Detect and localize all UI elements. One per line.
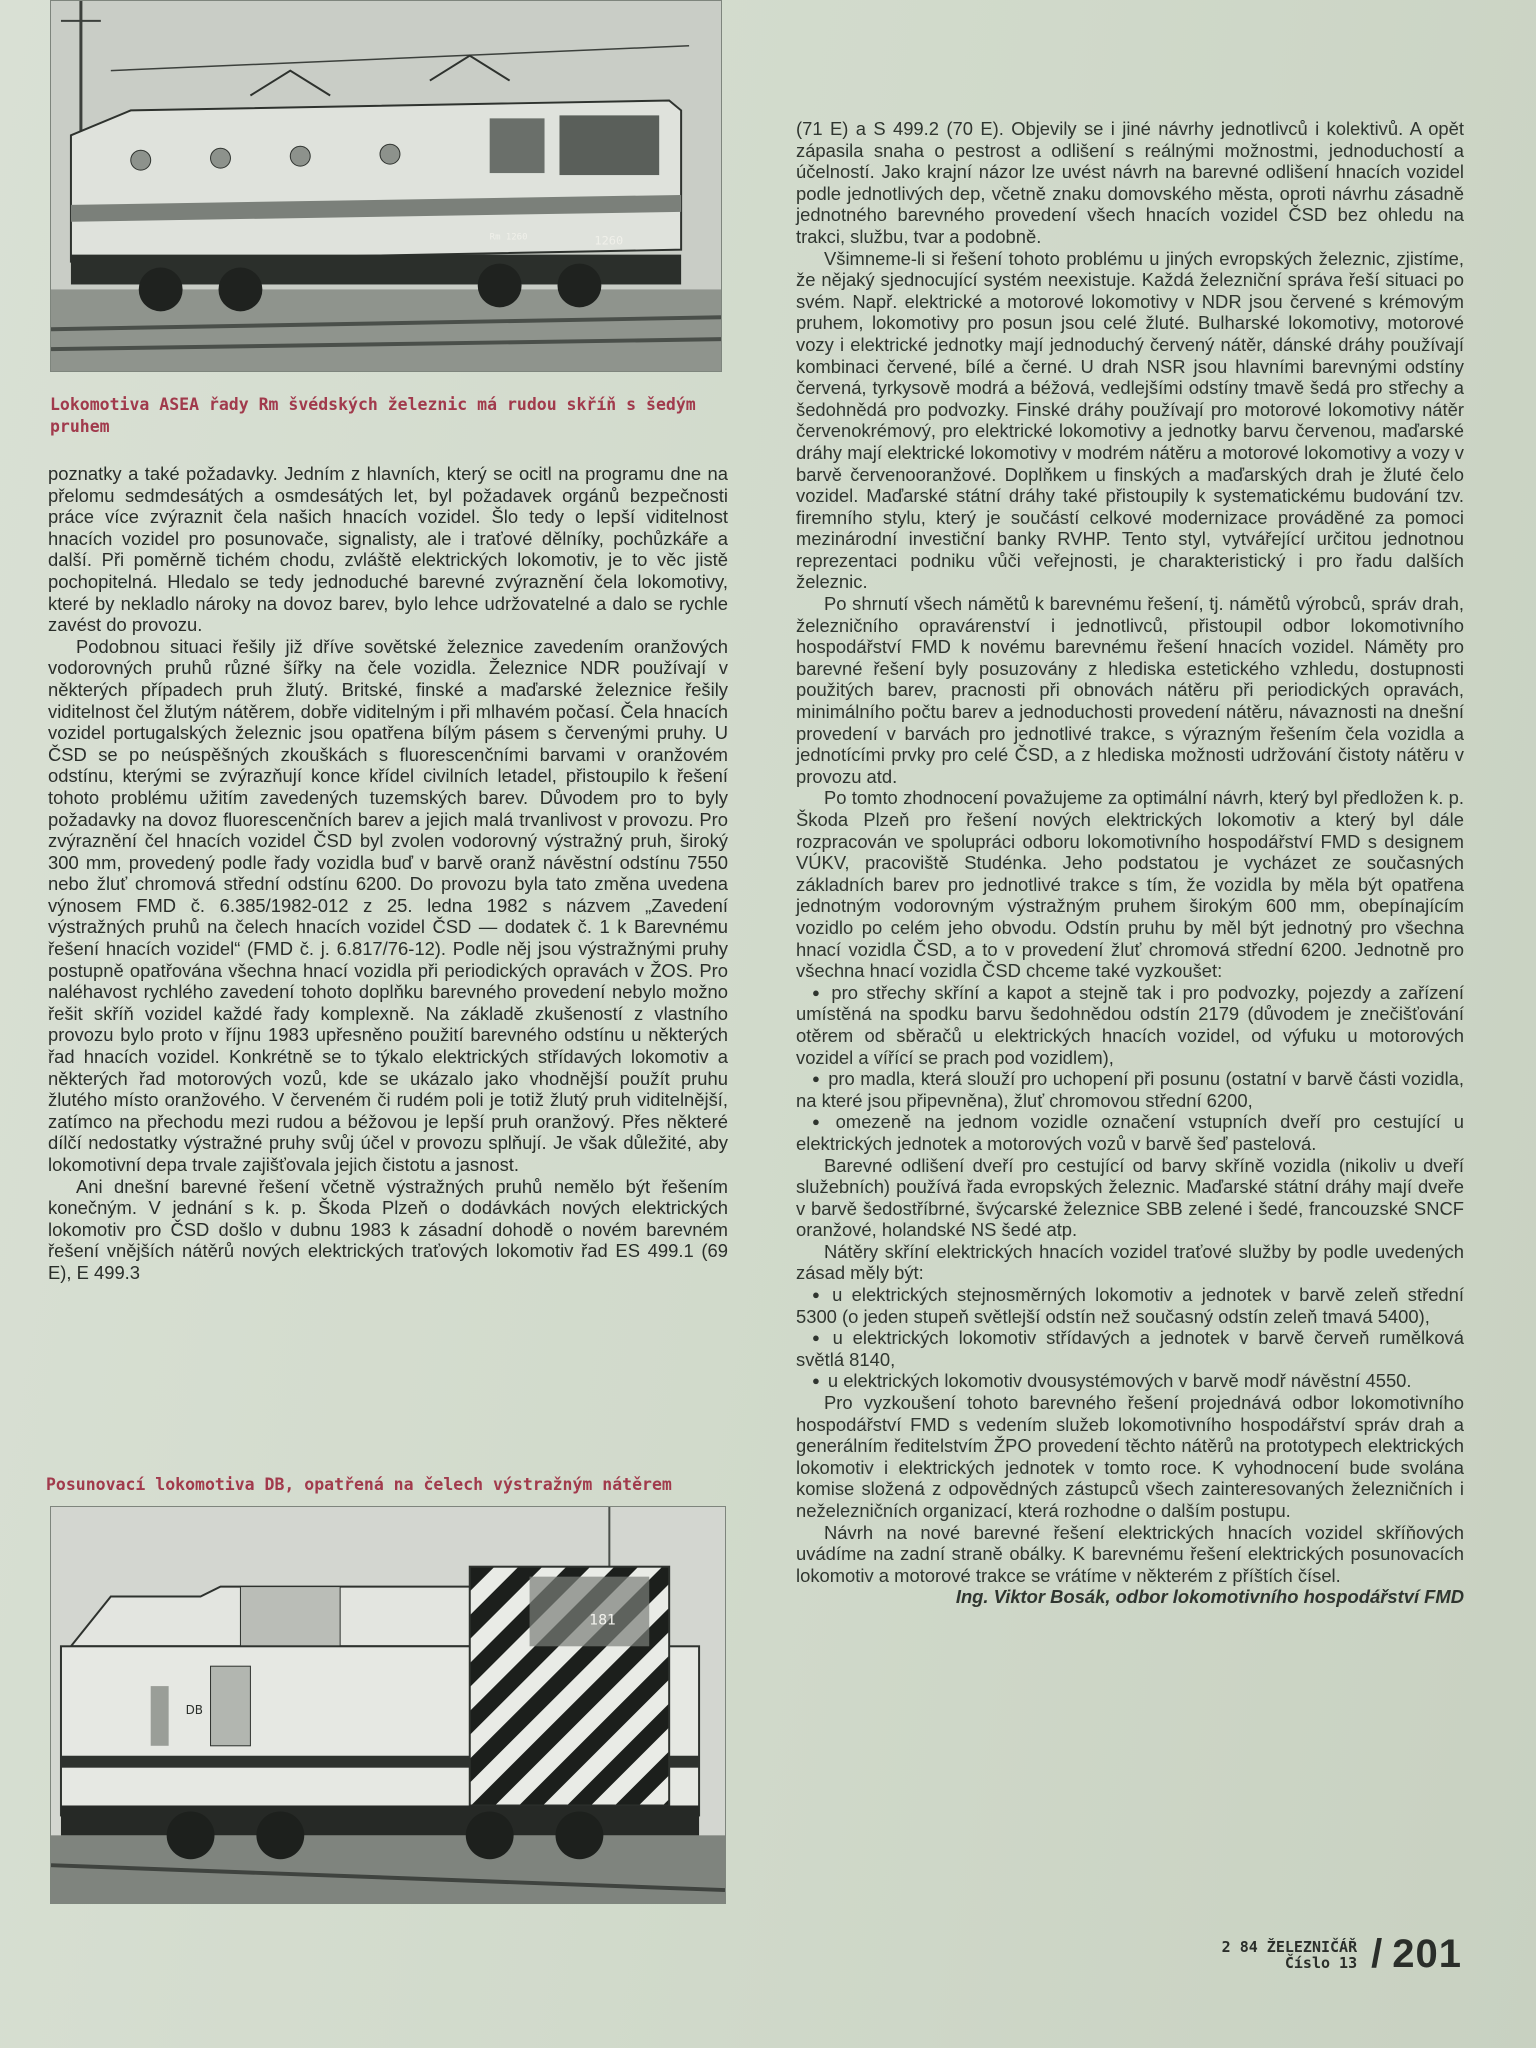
asea-loco-side-label: Rm 1260 <box>489 232 528 243</box>
article-paragraph: Všimneme-li si řešení tohoto problému u jiných evropských železnic, zjistíme, že nějaký sjednocující systém neexistuje. Každá železniční správa řeší situaci po svém. Např. elektrické a motorové lokomotivy v NDR jsou červené s krémovým pruhem, lokomotivy pro posun jsou celé žluté. Bulharské lokomotivy, motorové vozy i elektrické jednotky mají jednoduchý červený nátěr, dánské dráhy používají kombinaci červené, bílé a černé. U drah NSR jsou hlavními barevnými odstíny červená, tyrkysově modrá a béžová, vedlejšími odstíny tmavě šedá pro střechy a šedohnědá pro podvozky. Finské dráhy používají pro motorové lokomotivy nátěr červenokrémový, pro elektrické lokomotivy a jednotky barvu červenou, maďarské dráhy mají elektrické lokomotivy v modrém nátěru a motorové lokomotivy a vozy v barvě červenooranžové. Doplňkem u finských a maďarských drah je žluté čelo vozidel. Maďarské státní dráhy také přistoupily k systematickému budování tzv. firemního stylu, který je součástí celkové modernizace prováděné za pomoci mezinárodní investiční banky RVHP. Tento styl, vytvářející určitou jednotnou reprezentaci podniku vůči veřejnosti, je charakteristický i pro řadu dalších železnic. <box>796 247 1464 593</box>
article-right-column <box>796 118 1464 1608</box>
caption-asea-locomotive: Lokomotiva ASEA řady Rm švédských železnic má rudou skříň s šedým pruhem <box>50 395 696 436</box>
article-paragraph: Barevné odlišení dveří pro cestující od barvy skříně vozidla (nikoliv u dveří služebních) používá řada evropských železnic. Maďarské státní dráhy mají dveře v barvě šedostříbrné, švýcarské železnice SBB zelené i šedé, francouzské SNCF oranžové, holandské NS šedé atp. <box>796 1154 1464 1241</box>
bullet-item: ● omezeně na jednom vozidle označení vstupních dveří pro cestující u elektrických jednotek a motorových vozů v barvě šeď pastelová. <box>796 1111 1464 1154</box>
page-footer <box>1222 1932 1462 1977</box>
db-locomotive-illustration <box>51 1507 725 1903</box>
article-left-column <box>48 463 728 1284</box>
article-paragraph: Ani dnešní barevné řešení včetně výstražných pruhů nemělo být řešením konečným. V jednání s k. p. Škoda Plzeň o dodávkách nových elektrických lokomotiv pro ČSD došlo v dubnu 1983 k zásadní dohodě o novém barevném řešení vnějších nátěrů nových elektrických traťových lokomotiv řad ES 499.1 (69 E), E 499.3 <box>48 1175 728 1283</box>
bullet-item: ● u elektrických lokomotiv střídavých a jednotek v barvě červeň rumělková světlá 8140, <box>796 1327 1464 1370</box>
bullet-item: ● pro střechy skříní a kapot a stejně tak i pro podvozky, pojezdy a zařízení umístěná na spodku barvu šedohnědou odstín 2179 (důvodem je znečišťování otěrem od sběračů u elektrických hnacích vozidel, od výfuku u motorových vozidel a vířící se prach pod vozidlem), <box>796 982 1464 1068</box>
bullet-item: ● u elektrických stejnosměrných lokomotiv a jednotek v barvě zeleň střední 5300 (o jeden stupeň světlejší odstín než současný odstín zeleň tmavá 5400), <box>796 1284 1464 1327</box>
issue-magazine-line: 2 84 ŽELEZNIČÁŘ <box>1221 1937 1358 1956</box>
asea-loco-number: 1260 <box>594 233 624 248</box>
db-loco-side-label: DB <box>185 1702 204 1717</box>
issue-info <box>1222 1939 1357 1971</box>
page-number: 201 <box>1392 1932 1462 1976</box>
footer-slash: / <box>1371 1932 1383 1976</box>
article-paragraph: Po tomto zhodnocení považujeme za optimální návrh, který byl předložen k. p. Škoda Plzeň pro řešení nových elektrických lokomotiv a který byl dále rozpracován ve spolupráci odboru lokomotivního hospodářství FMD s designem VÚKV, pracoviště Studénka. Jeho podstatou je vycházet ze současných základních barev pro jednotlivé trakce s tím, že vozidla by měla být opatřena jednotným vodorovným výstražným pruhem širokým 600 mm, obepínajícím vozidlo po celém jeho obvodu. Odstín pruhu by měl být jednotný pro všechna hnací vozidla ČSD, a to v provedení žluť chromová střední 6200. Jednotně pro všechna hnací vozidla ČSD chceme také vyzkoušet: <box>796 787 1464 982</box>
article-paragraph: (71 E) a S 499.2 (70 E). Objevily se i jiné návrhy jednotlivců i kolektivů. A opět zápasila snaha o pestrost a odlišení s reálnými možnostmi, jednoduchostí a účelností. Jako krajní názor lze uvést návrh na barevné odlišení hnacích vozidel podle jednotlivých dep, včetně znaku domovského města, oproti návrhu zásadně jednotného barevného provedení všech hnacích vozidel ČSD bez ohledu na trakci, službu, tvar a podobně. <box>796 118 1464 247</box>
photo-asea-locomotive <box>50 0 722 372</box>
bullet-item: ● u elektrických lokomotiv dvousystémových v barvě modř návěstní 4550. <box>796 1370 1464 1392</box>
article-paragraph: poznatky a také požadavky. Jedním z hlavních, který se ocitl na programu dne na přelomu sedmdesátých a osmdesátých let, byl požadavek orgánů bezpečnosti práce více zvýraznit čela našich hnacích vozidel. Šlo tedy o lepší viditelnost hnacích vozidel pro posunovače, signalisty, ale i traťové dělníky, pochůzkáře a další. Při poměrně tichém chodu, zvláště elektrických lokomotiv, je to věc jistě pochopitelná. Hledalo se tedy jednoduché barevné zvýraznění čela lokomotivy, které by nekladlo nároky na dovoz barev, bylo lehce udržovatelné a dalo se rychle zavést do provozu. <box>48 463 728 636</box>
article-paragraph: Pro vyzkoušení tohoto barevného řešení projednává odbor lokomotivního hospodářství FMD s vedením služeb lokomotivního hospodářství správ drah a generálním ředitelstvím ŽPO provedení těchto nátěrů na prototypech elektrických lokomotiv i elektrických jednotek v tomto roce. K vyhodnocení bude svolána komise složená z odpovědných zástupců všech zainteresovaných železničních i neželezničních organizací, která rozhodne o dalším postupu. <box>796 1392 1464 1521</box>
article-paragraph: Nátěry skříní elektrických hnacích vozidel traťové služby by podle uvedených zásad měly být: <box>796 1240 1464 1284</box>
article-paragraph: Návrh na nové barevné řešení elektrických hnacích vozidel skříňových uvádíme na zadní straně obálky. K barevnému řešení elektrických posunovacích lokomotiv a motorové trakce se vrátíme v některém z příštích čísel. <box>796 1521 1464 1586</box>
issue-number-line: Číslo 13 <box>1284 1953 1358 1972</box>
bullet-item: ● pro madla, která slouží pro uchopení při posunu (ostatní v barvě části vozidla, na které jsou připevněna), žluť chromovou střední 6200, <box>796 1068 1464 1111</box>
article-paragraph: Podobnou situaci řešily již dříve sovětské železnice zavedením oranžových vodorovných pruhů různé šířky na čele vozidla. Železnice NDR používají v některých případech pruh žlutý. Britské, finské a maďarské železnice řešily viditelnost čel žlutým nátěrem, dobře viditelným i při mlhavém počasí. Čela hnacích vozidel portugalských železnic jsou opatřena bílým pásem s červenými pruhy. U ČSD se po neúspěšných zkouškách s fluorescenčními barvami v oranžovém odstínu, kterými se zvýrazňují konce křídel civilních letadel, přistoupilo k řešení tohoto problému užitím zavedených tuzemských barev. Důvodem pro to byly požadavky na dovoz fluorescenčních barev a jejich malá trvanlivost v provozu. Pro zvýraznění čel hnacích vozidel ČSD byl zvolen vodorovný výstražný pruh, široký 300 mm, provedený podle řady vozidla buď v barvě oranž návěstní odstínu 7550 nebo žluť chromová střední odstínu 6200. Do provozu byla tato změna uvedena výnosem FMD č. 6.385/1982-012 z 25. ledna 1982 s názvem „Zavedení výstražných pruhů na čelech hnacích vozidel ČSD — dodatek č. 1 k Barevnému řešení hnacích vozidel“ (FMD č. j. 6.817/76-12). Podle něj jsou výstražnými pruhy postupně opatřována všechna hnací vozidla při periodických opravách v ŽOS. Pro naléhavost rychlého zavedení tohoto doplňku barevného provedení nebylo možno řešit skříň vozidel každé řady komplexně. Na základě zkušeností z vlastního provozu bylo proto v říjnu 1983 upřesněno použití barevného odstínu u některých řad hnacích vozidel. Konkrétně se to týkalo elektrických střídavých lokomotiv a některých řad motorových vozů, kde se ukázalo jako vhodnější použít pruhu žlutého místo oranžového. V červeném či rudém poli je totiž žlutý pruh viditelnější, zatímco na přechodu mezi rudou a béžovou je lepší pruh oranžový. Přes některé dílčí nedostatky výstražné pruhy svůj účel v provozu splňují. Je však důležité, aby lokomotivní depa trvale zajišťovala jejich čistotu a jasnost. <box>48 635 728 1175</box>
caption-db-shunting-locomotive: Posunovací lokomotiva DB, opatřená na čelech výstražným nátěrem <box>46 1475 672 1494</box>
photo-db-shunting-locomotive <box>50 1506 726 1904</box>
article-paragraph: Po shrnutí všech námětů k barevnému řešení, tj. námětů výrobců, správ drah, železničního opravárenství i jednotlivců, přistoupil odbor lokomotivního hospodářství FMD k novému barevnému řešení hnacích vozidel. Náměty pro barevné řešení byly posuzovány z hlediska estetického vzhledu, dostupnosti použitých barev, pracnosti při obnovách nátěru při periodických opravách, minimálního počtu barev a jednoduchosti provedení nátěru, návaznosti na dnešní provedení v barvách pro jednotlivé trakce, s výrazným řešením čela vozidla a jednotícími prvky pro celé ČSD, a z hlediska možnosti udržování čistoty nátěru v provozu atd. <box>796 593 1464 787</box>
author-signature: Ing. Viktor Bosák, odbor lokomotivního hospodářství FMD <box>955 1586 1464 1608</box>
asea-locomotive-illustration <box>51 1 721 371</box>
db-loco-number: 181 <box>589 1612 617 1629</box>
